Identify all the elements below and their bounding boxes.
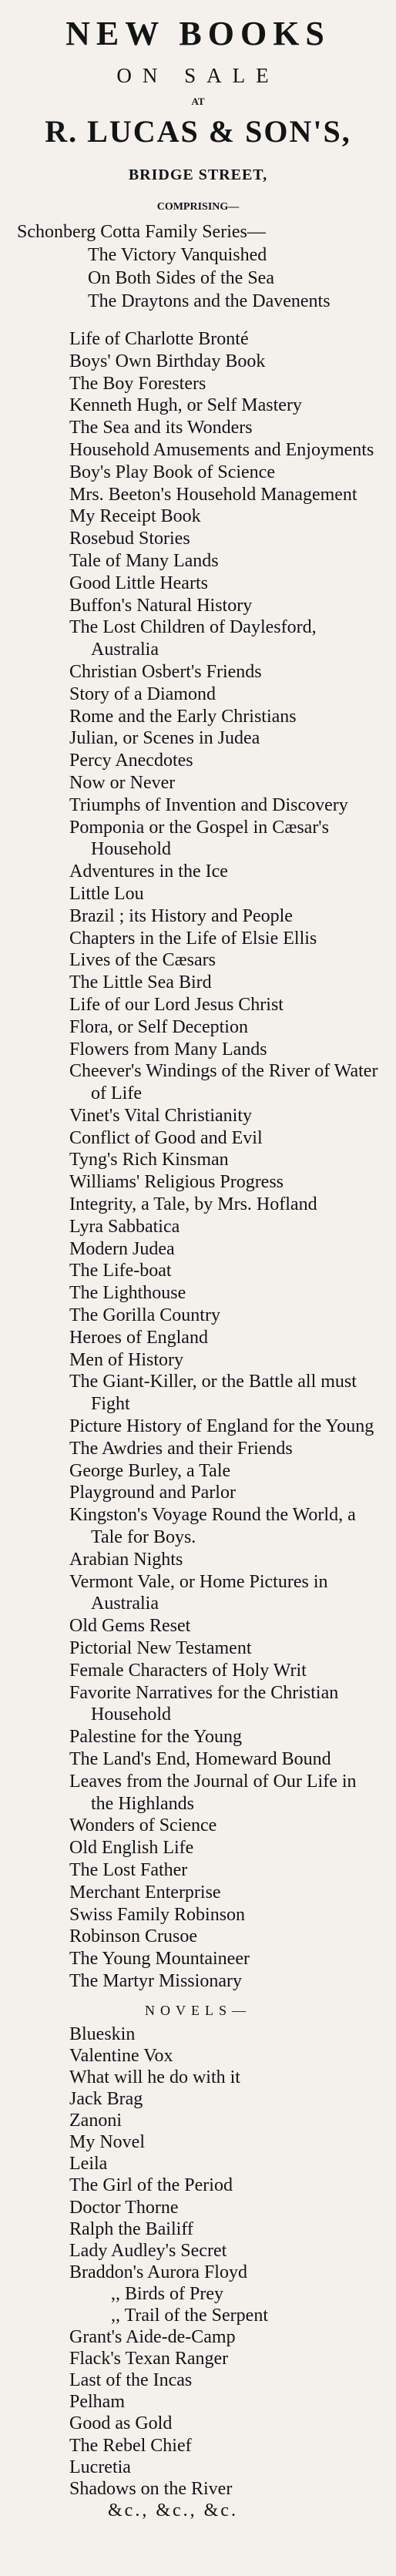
book-title: Rome and the Early Christians	[69, 706, 297, 727]
series-item: The Victory Vanquished	[88, 245, 267, 265]
series-title: Schonberg Cotta Family Series—	[17, 222, 266, 242]
book-title: Heroes of England	[69, 1327, 208, 1348]
book-title: Buffon's Natural History	[69, 595, 253, 616]
ad-header	[17, 14, 379, 214]
book-title: Old Gems Reset	[69, 1616, 191, 1637]
book-title: Vermont Vale, or Home Pictures in Australia	[69, 1571, 328, 1614]
novel-title: What will he do with it	[69, 2067, 240, 2087]
novel-title: Zanoni	[69, 2111, 122, 2131]
book-title: Favorite Narratives for the Christian Household	[69, 1682, 339, 1725]
book-title: The Awdries and their Friends	[69, 1438, 293, 1459]
book-title: Kingston's Voyage Round the World, a Tale for Boys.	[69, 1505, 356, 1548]
on-sale-line: ON SALE	[116, 64, 280, 87]
book-title: The Gorilla Country	[69, 1305, 220, 1326]
series-item: The Draytons and the Davenents	[88, 291, 331, 311]
book-title: Mrs. Beeton's Household Management	[69, 484, 357, 505]
series-list	[17, 243, 379, 313]
closing-etcetera: &c., &c., &c.	[108, 2500, 238, 2521]
novel-title: The Rebel Chief	[69, 2435, 192, 2456]
novel-title: Leila	[69, 2154, 108, 2175]
book-title: Men of History	[69, 1349, 183, 1370]
book-title: Now or Never	[69, 772, 176, 793]
book-title: The Life-boat	[69, 1261, 172, 1281]
book-title: Wonders of Science	[69, 1815, 217, 1836]
novel-title: Last of the Incas	[69, 2370, 193, 2391]
book-title: The Little Sea Bird	[69, 972, 212, 993]
book-title: Life of Charlotte Bronté	[69, 329, 249, 349]
book-title: Flora, or Self Deception	[69, 1016, 248, 1037]
novel-title: ,, Trail of the Serpent	[111, 2305, 268, 2326]
novel-title: Lady Audley's Secret	[69, 2240, 227, 2261]
firm-name: R. LUCAS & SON'S,	[45, 114, 351, 149]
comprising-line: COMPRISING—	[156, 201, 240, 213]
series-item: On Both Sides of the Sea	[88, 268, 274, 288]
book-title: The Lost Children of Daylesford, Australia	[69, 617, 317, 660]
book-title: Cheever's Windings of the River of Water of Life	[69, 1061, 378, 1104]
book-title: The Lighthouse	[69, 1283, 186, 1304]
street-address: BRIDGE STREET,	[128, 166, 268, 183]
book-title: Household Amusements and Enjoyments	[69, 439, 374, 460]
book-title: Story of a Diamond	[69, 683, 216, 704]
book-title: The Young Mountaineer	[69, 1949, 250, 1970]
novel-title: Pelham	[69, 2392, 125, 2413]
book-title: The Land's End, Homeward Bound	[69, 1749, 331, 1769]
book-title: Flowers from Many Lands	[69, 1039, 267, 1060]
book-title: Christian Osbert's Friends	[69, 661, 262, 682]
book-title: Female Characters of Holy Writ	[69, 1660, 307, 1681]
book-title: George Burley, a Tale	[69, 1460, 231, 1481]
books-list	[17, 328, 379, 1993]
book-title: Merchant Enterprise	[69, 1882, 221, 1903]
book-title: Triumphs of Invention and Discovery	[69, 794, 348, 815]
book-title: Good Little Hearts	[69, 573, 208, 593]
book-title: Old English Life	[69, 1838, 194, 1859]
book-title: The Boy Foresters	[69, 373, 206, 394]
book-title: Pictorial New Testament	[69, 1638, 252, 1659]
book-title: Williams' Religious Progress	[69, 1172, 284, 1193]
novel-title: My Novel	[69, 2132, 145, 2153]
novel-title: Flack's Texan Ranger	[69, 2349, 229, 2369]
novel-title: The Girl of the Period	[69, 2175, 233, 2196]
novel-title: Braddon's Aurora Floyd	[69, 2262, 247, 2282]
novel-title: Lucretia	[69, 2457, 131, 2477]
book-title: Pomponia or the Gospel in Cæsar's Household	[69, 817, 329, 860]
novel-title: Shadows on the River	[69, 2478, 233, 2499]
book-title: Tyng's Rich Kinsman	[69, 1150, 229, 1170]
book-title: Little Lou	[69, 883, 144, 904]
book-title: Vinet's Vital Christianity	[69, 1105, 252, 1126]
book-title: The Giant-Killer, or the Battle all must Fight	[69, 1372, 357, 1415]
book-title: Boys' Own Birthday Book	[69, 351, 266, 371]
book-title: Percy Anecdotes	[69, 751, 193, 771]
at-line: AT	[191, 96, 205, 107]
novel-title: Valentine Vox	[69, 2045, 173, 2066]
novel-title: Ralph the Bailiff	[69, 2218, 193, 2239]
book-title: Palestine for the Young	[69, 1727, 242, 1748]
book-title: Swiss Family Robinson	[69, 1904, 246, 1925]
book-title: Lives of the Cæsars	[69, 950, 216, 971]
book-title: Robinson Crusoe	[69, 1926, 198, 1947]
book-title: Modern Judea	[69, 1238, 175, 1259]
book-title: The Lost Father	[69, 1859, 188, 1880]
novels-list	[17, 2024, 379, 2500]
book-title: Boy's Play Book of Science	[69, 462, 275, 482]
book-title: Brazil ; its History and People	[69, 905, 293, 926]
book-title: Picture History of England for the Young	[69, 1416, 374, 1437]
novel-title: Grant's Aide-de-Camp	[69, 2327, 236, 2348]
book-title: Leaves from the Journal of Our Life in the Highlands	[69, 1771, 357, 1814]
book-title: Arabian Nights	[69, 1549, 183, 1570]
book-title: Rosebud Stories	[69, 529, 190, 549]
novel-title: Jack Brag	[69, 2089, 143, 2110]
book-title: Julian, or Scenes in Judea	[69, 728, 260, 749]
book-title: Tale of Many Lands	[69, 550, 219, 571]
book-title: Lyra Sabbatica	[69, 1216, 180, 1237]
novel-title: ,, Birds of Prey	[111, 2283, 223, 2304]
book-title: Chapters in the Life of Elsie Ellis	[69, 928, 317, 949]
book-title: Adventures in the Ice	[69, 861, 228, 882]
novel-title: Doctor Thorne	[69, 2197, 179, 2218]
book-title: The Martyr Missionary	[69, 1970, 242, 1991]
novel-title: Blueskin	[69, 2024, 136, 2044]
headline: NEW BOOKS	[65, 15, 331, 52]
book-title: Playground and Parlor	[69, 1483, 236, 1503]
book-title: Kenneth Hugh, or Self Mastery	[69, 395, 302, 416]
novels-heading: NOVELS—	[145, 2002, 251, 2018]
book-title: Life of our Lord Jesus Christ	[69, 994, 284, 1015]
book-title: My Receipt Book	[69, 506, 201, 527]
book-title: Integrity, a Tale, by Mrs. Hofland	[69, 1194, 317, 1215]
book-title: The Sea and its Wonders	[69, 418, 253, 438]
book-title: Conflict of Good and Evil	[69, 1127, 263, 1148]
novel-title: Good as Gold	[69, 2413, 173, 2434]
